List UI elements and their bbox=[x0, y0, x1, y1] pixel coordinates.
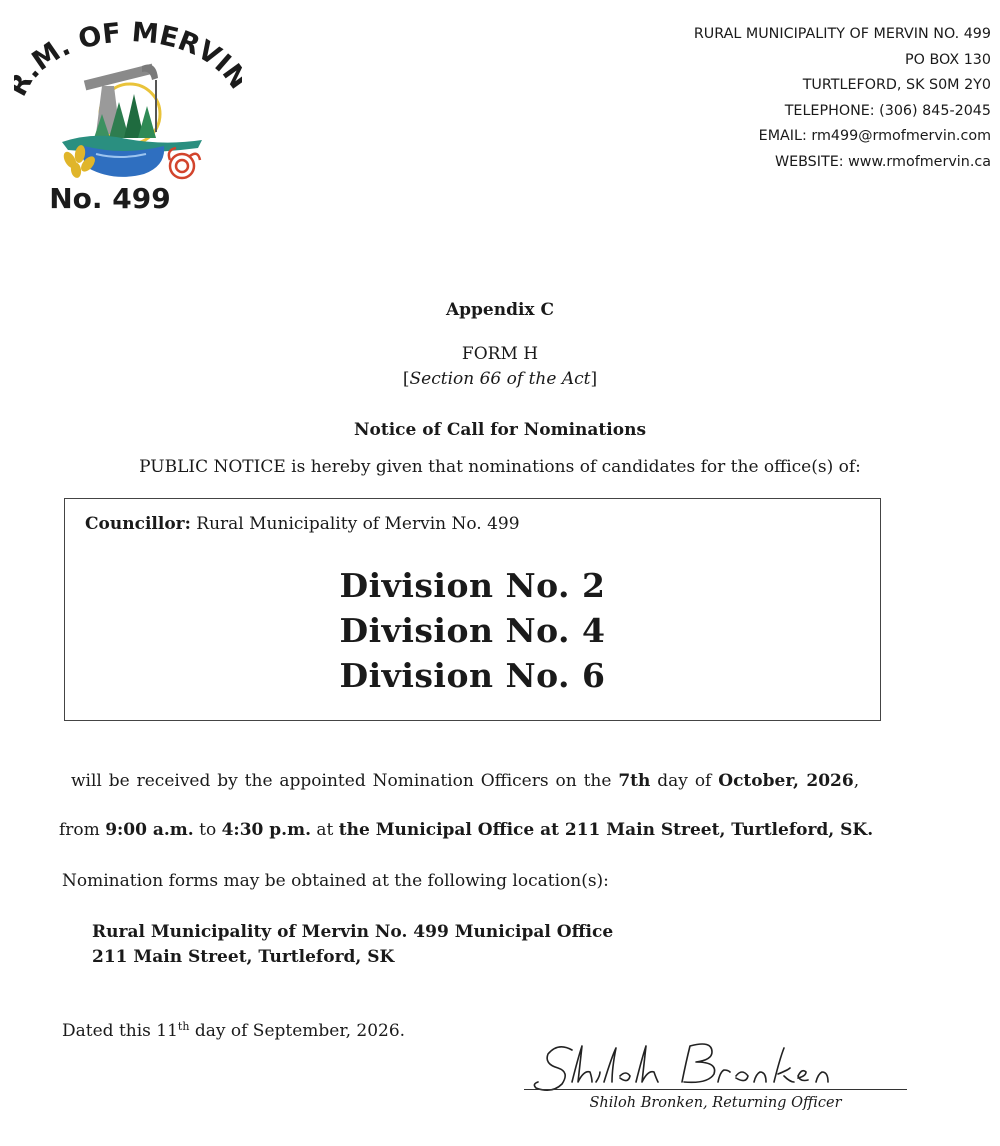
receipt-text: , bbox=[853, 771, 860, 791]
forms-location-line: Rural Municipality of Mervin No. 499 Municipal Office bbox=[92, 922, 614, 942]
form-name: FORM H bbox=[461, 344, 539, 364]
logo-number: No. 499 bbox=[49, 182, 171, 215]
dated-text: Dated this 11 bbox=[62, 1021, 178, 1041]
division-item: Division No. 4 bbox=[339, 611, 606, 650]
forms-location-address bbox=[92, 920, 613, 970]
municipal-logo bbox=[14, 14, 242, 220]
dated-text: day of September, 2026. bbox=[189, 1021, 406, 1041]
logo-arc-text: .M. OF MERVI bbox=[16, 17, 237, 85]
section-bracket-open: [ bbox=[402, 369, 410, 389]
receipt-date-line bbox=[71, 771, 859, 791]
office-title bbox=[85, 514, 520, 534]
receipt-time-line bbox=[59, 820, 873, 840]
address-line-po-box: PO BOX 130 bbox=[905, 51, 991, 68]
section-reference-text: Section 66 of the Act bbox=[409, 369, 591, 389]
receipt-text: at bbox=[311, 820, 339, 840]
receipt-text: day of bbox=[650, 771, 719, 791]
receipt-text: to bbox=[193, 820, 222, 840]
municipal-address-block bbox=[551, 22, 991, 176]
section-bracket-close: ] bbox=[590, 369, 598, 389]
signature-caption: Shiloh Bronken, Returning Officer bbox=[589, 1095, 842, 1111]
address-line-city: TURTLEFORD, SK S0M 2Y0 bbox=[802, 77, 991, 94]
section-reference bbox=[0, 369, 1000, 389]
address-line-name: RURAL MUNICIPALITY OF MERVIN NO. 499 bbox=[693, 26, 991, 42]
division-item: Division No. 2 bbox=[339, 566, 606, 605]
office-label: Councillor: bbox=[85, 514, 191, 534]
office-box bbox=[64, 498, 881, 721]
receipt-text: will be received by the appointed Nomination Officers on the bbox=[71, 771, 619, 791]
address-line-telephone: TELEPHONE: (306) 845-2045 bbox=[784, 102, 991, 119]
receipt-text: from bbox=[59, 820, 106, 840]
address-line-website: WEBSITE: www.rmofmervin.ca bbox=[774, 153, 991, 170]
dated-line bbox=[62, 1020, 405, 1041]
forms-location-intro: Nomination forms may be obtained at the following location(s): bbox=[62, 871, 609, 891]
dated-ordinal-suffix: th bbox=[177, 1020, 190, 1033]
notice-title: Notice of Call for Nominations bbox=[353, 420, 647, 440]
division-item: Division No. 6 bbox=[339, 656, 606, 695]
forms-location-line: 211 Main Street, Turtleford, SK bbox=[92, 947, 395, 967]
signature-line bbox=[524, 1089, 907, 1090]
public-notice-text: PUBLIC NOTICE is hereby given that nominations of candidates for the office(s) of: bbox=[139, 457, 861, 477]
receipt-end-time: 4:30 p.m. bbox=[221, 820, 311, 840]
address-line-email: EMAIL: rm499@rmofmervin.com bbox=[758, 128, 991, 145]
receipt-month-year: October, 2026 bbox=[718, 771, 854, 791]
receipt-place: the Municipal Office at 211 Main Street, Turtleford, SK. bbox=[338, 820, 874, 840]
appendix-heading: Appendix C bbox=[445, 300, 555, 320]
handwritten-signature bbox=[532, 1036, 852, 1092]
receipt-start-time: 9:00 a.m. bbox=[105, 820, 194, 840]
office-municipality: Rural Municipality of Mervin No. 499 bbox=[190, 514, 520, 534]
receipt-day: 7th bbox=[618, 771, 651, 791]
division-list bbox=[65, 563, 880, 698]
municipal-crest-icon bbox=[14, 14, 242, 220]
